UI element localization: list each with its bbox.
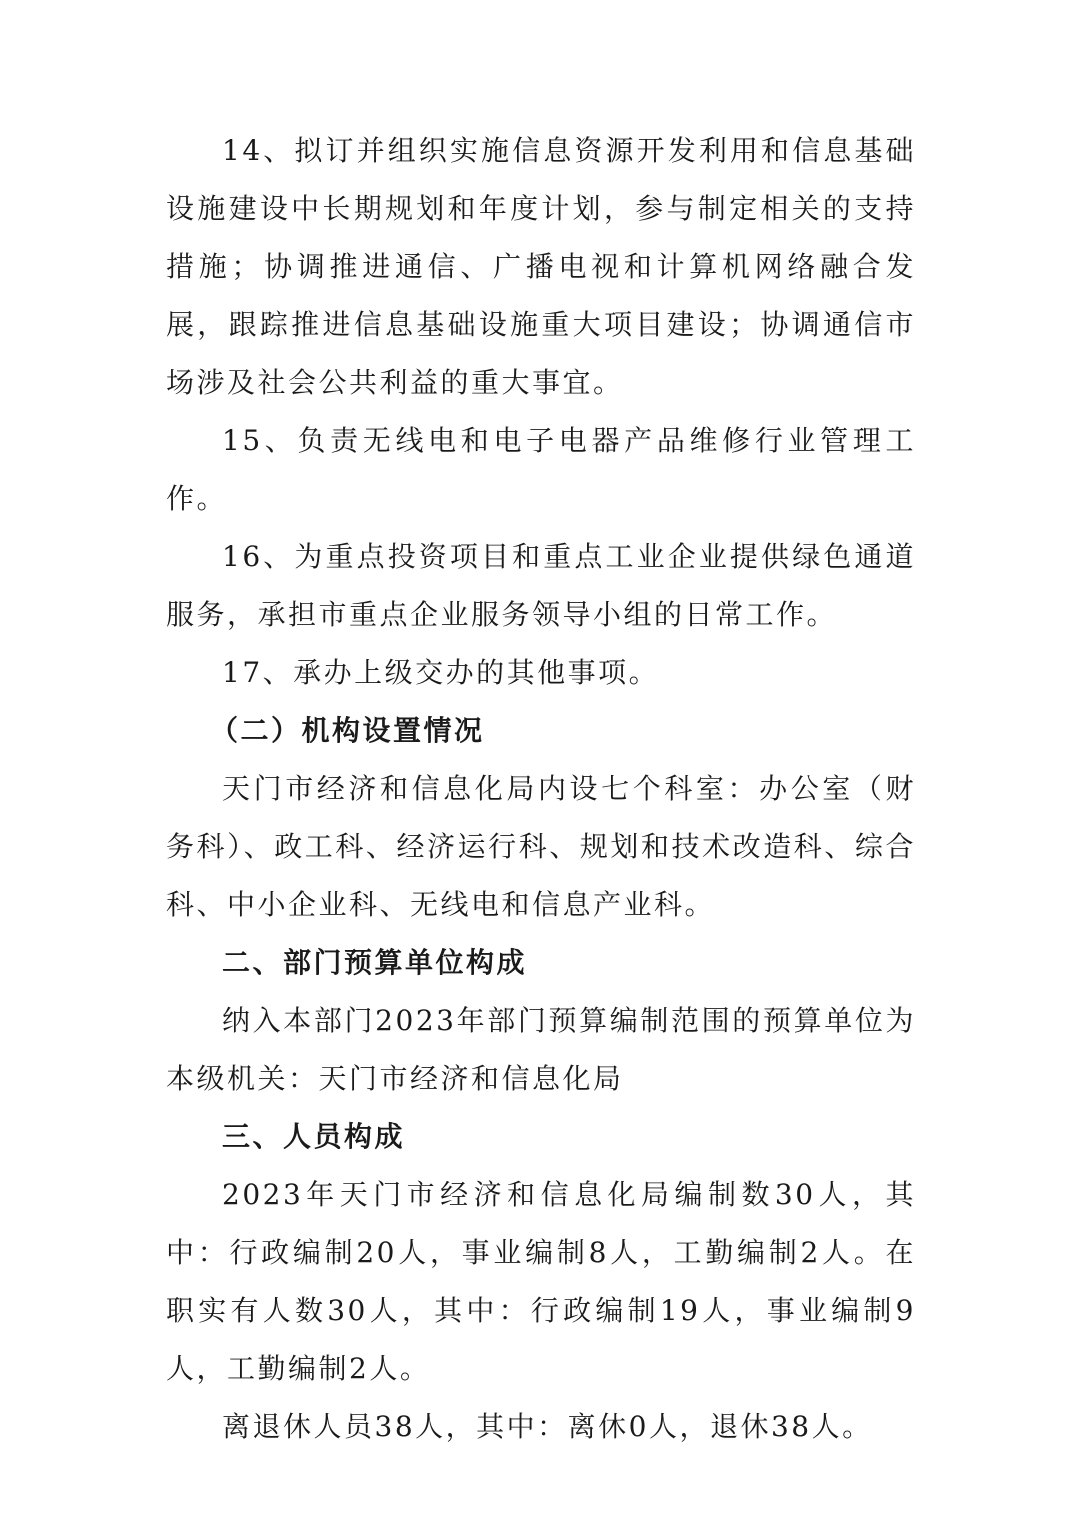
section-heading-budget-units: 二、部门预算单位构成	[222, 946, 528, 979]
document-body	[166, 122, 916, 1456]
section-heading-org-structure: （二）机构设置情况	[210, 714, 485, 747]
paragraph-item-17: 17、承办上级交办的其他事项。	[222, 656, 660, 689]
paragraph-item-16: 16、为重点投资项目和重点工业企业提供绿色通道服务，承担市重点企业服务领导小组的日常工作。	[166, 540, 916, 631]
paragraph-item-15: 15、负责无线电和电子电器产品维修行业管理工作。	[166, 424, 916, 515]
paragraph-org-structure: 天门市经济和信息化局内设七个科室：办公室（财务科）、政工科、经济运行科、规划和技术改造科、综合科、中小企业科、无线电和信息产业科。	[166, 772, 916, 921]
paragraph-budget-units: 纳入本部门2023年部门预算编制范围的预算单位为本级机关：天门市经济和信息化局	[166, 1004, 916, 1095]
section-heading-staff: 三、人员构成	[222, 1120, 406, 1153]
paragraph-staff: 2023年天门市经济和信息化局编制数30人，其中：行政编制20人，事业编制8人，工勤编制2人。在职实有人数30人，其中：行政编制19人，事业编制9人，工勤编制2人。	[166, 1178, 916, 1385]
paragraph-retired-staff: 离退休人员38人，其中：离休0人，退休38人。	[222, 1410, 873, 1443]
paragraph-item-14: 14、拟订并组织实施信息资源开发利用和信息基础设施建设中长期规划和年度计划，参与制定相关的支持措施；协调推进通信、广播电视和计算机网络融合发展，跟踪推进信息基础设施重大项目建设；协调通信市场涉及社会公共利益的重大事宜。	[166, 134, 916, 399]
